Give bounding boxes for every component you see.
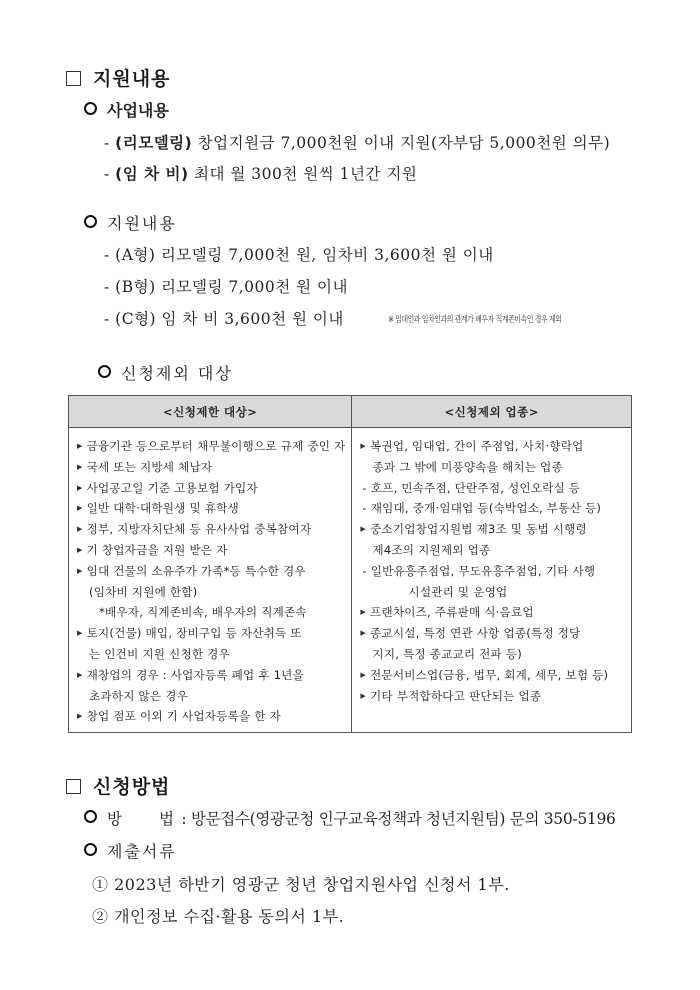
- list-item: [77, 436, 345, 457]
- apply-method: [84, 807, 616, 829]
- excluded-industries-list: [352, 428, 632, 733]
- list-item-text: 초과하지 않은 경우: [89, 688, 188, 703]
- list-item: [360, 498, 625, 519]
- subheading-text: 신청제외 대상: [121, 364, 233, 383]
- triangle-bullet-icon: ▶: [77, 712, 83, 721]
- list-item: [360, 478, 625, 499]
- triangle-bullet-icon: ▶: [360, 525, 367, 534]
- subheading-text: 지원내용: [107, 214, 177, 233]
- triangle-bullet-icon: ▶: [360, 691, 367, 700]
- list-item: [77, 457, 345, 478]
- triangle-bullet-icon: ▶: [77, 629, 83, 638]
- list-item-text: 프랜차이즈, 주류판매 식·음료업: [370, 605, 534, 620]
- list-item-text: 지지, 특정 종교교리 전파 등): [372, 646, 522, 661]
- list-item: [360, 644, 625, 665]
- list-item: [360, 519, 625, 540]
- list-item: [77, 623, 345, 644]
- list-item: [77, 561, 345, 582]
- subheading-business: [84, 98, 169, 121]
- list-item-text: 는 인건비 지원 신청한 경우: [89, 646, 230, 661]
- list-item: [77, 706, 345, 727]
- item-text: (B형) 리모델링 7,000천 원 이내: [115, 278, 348, 296]
- triangle-bullet-icon: ▶: [77, 670, 83, 679]
- list-item: [360, 686, 625, 707]
- list-item-text: *배우자, 직계존비속, 배우자의 직계존속: [99, 605, 307, 620]
- restricted-list: [69, 428, 352, 733]
- triangle-bullet-icon: ▶: [360, 442, 367, 450]
- business-item-rent: - (임 차 비) 최대 월 300천 원씩 1년간 지원: [104, 165, 418, 183]
- list-item: [360, 665, 625, 686]
- triangle-bullet-icon: ▶: [77, 442, 83, 450]
- item-text: 창업지원금 7,000천원 이내 지원(자부담 5,000천원 의무): [197, 134, 611, 152]
- type-item-a: - (A형) 리모델링 7,000천 원, 임차비 3,600천 원 이내: [104, 246, 494, 264]
- section-title-support: [66, 64, 170, 91]
- list-item-text: 시설관리 및 운영업: [408, 584, 508, 599]
- triangle-bullet-icon: ▶: [360, 670, 367, 679]
- triangle-bullet-icon: ▶: [360, 629, 367, 638]
- circle-bullet-icon: [84, 843, 97, 856]
- subheading-types: [84, 211, 177, 234]
- subheading-docs: [84, 839, 177, 862]
- item-label: (임 차 비): [115, 165, 189, 183]
- list-item-text: 정부, 지방자치단체 등 유사사업 중복참여자: [86, 522, 312, 537]
- list-item: [77, 498, 345, 519]
- list-item: [77, 540, 345, 561]
- list-item: [360, 623, 625, 644]
- method-text: : 방문접수(영광군청 인구교육정책과 청년지원팀) 문의 350-5196: [181, 810, 616, 828]
- business-item-remodeling: - (리모델링) 창업지원금 7,000천원 이내 지원(자부담 5,000천원 의무): [104, 134, 611, 152]
- triangle-bullet-icon: ▶: [77, 566, 83, 575]
- item-label: (리모델링): [115, 134, 193, 152]
- list-item-text: - 호프, 민속주점, 단란주점, 성인오락실 등: [362, 480, 581, 495]
- list-item: [360, 582, 625, 603]
- list-item-text: 일반 대학·대학원생 및 휴학생: [86, 501, 239, 516]
- list-item: [360, 436, 625, 457]
- list-item: [77, 686, 345, 707]
- method-label: 방 법: [107, 810, 176, 828]
- section-title-text: 신청방법: [93, 776, 171, 798]
- list-item: [77, 478, 345, 499]
- checkbox-square-icon: [66, 71, 81, 86]
- list-item: [77, 665, 345, 686]
- triangle-bullet-icon: ▶: [77, 504, 83, 513]
- circle-bullet-icon: [84, 810, 97, 823]
- type-c-note: ※ 임대인과 임차인과의 관계가 배우자 직계존비속인 경우 제외: [388, 315, 562, 325]
- subheading-text: 사업내용: [107, 101, 169, 120]
- list-item-text: 재창업의 경우 : 사업자등록 폐업 후 1년을: [86, 667, 304, 682]
- triangle-bullet-icon: ▶: [77, 525, 83, 534]
- triangle-bullet-icon: ▶: [77, 483, 83, 492]
- triangle-bullet-icon: ▶: [360, 608, 367, 617]
- list-item: [360, 540, 625, 561]
- item-text: 최대 월 300천 원씩 1년간 지원: [194, 165, 418, 183]
- list-item-text: 토지(건물) 매입, 장비구입 등 자산취득 또: [86, 626, 302, 641]
- list-item-text: 사업공고일 기준 고용보험 가입자: [86, 480, 258, 495]
- table-header-restricted: <신청제한 대상>: [69, 396, 352, 428]
- list-item-text: - 재임대, 중개·임대업 등(숙박업소, 부동산 등): [362, 501, 602, 516]
- list-item-text: - 일반유흥주점업, 무도유흥주점업, 기타 사행: [362, 563, 596, 578]
- circle-bullet-icon: [84, 102, 97, 115]
- list-item: [360, 561, 625, 582]
- item-text: (A형) 리모델링 7,000천 원, 임차비 3,600천 원 이내: [115, 246, 494, 264]
- table-header-excluded-industries: <신청제외 업종>: [352, 396, 632, 428]
- subheading-text: 제출서류: [107, 842, 177, 861]
- list-item-text: 기 창업자금을 지원 받은 자: [86, 542, 228, 557]
- triangle-bullet-icon: ▶: [77, 462, 83, 471]
- doc-item-2: ② 개인정보 수집·활용 동의서 1부.: [92, 907, 345, 926]
- circle-bullet-icon: [84, 215, 97, 228]
- list-item-text: (임차비 지원에 한함): [89, 584, 198, 599]
- list-item-text: 임대 건물의 소유주가 가족*등 특수한 경우: [86, 563, 306, 578]
- list-item-text: 기타 부적합하다고 판단되는 업종: [370, 688, 542, 703]
- list-item: [77, 519, 345, 540]
- section-title-apply: [66, 772, 170, 799]
- subheading-exclusion: [98, 361, 233, 384]
- list-item: [77, 644, 345, 665]
- list-item-text: 제4조의 지원제외 업종: [372, 542, 491, 557]
- list-item: [360, 602, 625, 623]
- circle-bullet-icon: [98, 365, 111, 378]
- exclusion-table: [68, 395, 632, 733]
- list-item: [360, 457, 625, 478]
- doc-item-1: ① 2023년 하반기 영광군 청년 창업지원사업 신청서 1부.: [92, 875, 510, 894]
- list-item-text: 중소기업창업지원법 제3조 및 동법 시행령: [370, 522, 587, 537]
- list-item-text: 종과 그 밖에 미풍양속을 해치는 업종: [372, 459, 563, 474]
- list-item-text: 금융기관 등으로부터 채무불이행으로 규제 중인 자: [86, 439, 346, 453]
- item-text: (C형) 임 차 비 3,600천 원 이내: [115, 310, 344, 328]
- type-item-c: - (C형) 임 차 비 3,600천 원 이내: [104, 310, 344, 328]
- type-item-b: - (B형) 리모델링 7,000천 원 이내: [104, 278, 348, 296]
- checkbox-square-icon: [66, 779, 81, 794]
- list-item: [77, 582, 345, 603]
- list-item-text: 종교시설, 특정 연관 사항 업종(특정 정당: [370, 626, 581, 641]
- list-item: [77, 602, 345, 623]
- triangle-bullet-icon: ▶: [77, 545, 83, 554]
- list-item-text: 국세 또는 지방세 체납자: [86, 459, 213, 474]
- list-item-text: 복권업, 임대업, 간이 주점업, 사치·향락업: [370, 439, 584, 453]
- list-item-text: 전문서비스업(금융, 법무, 회계, 세무, 보험 등): [370, 667, 609, 682]
- list-item-text: 창업 점포 이외 기 사업자등록을 한 자: [86, 709, 281, 724]
- section-title-text: 지원내용: [93, 68, 171, 90]
